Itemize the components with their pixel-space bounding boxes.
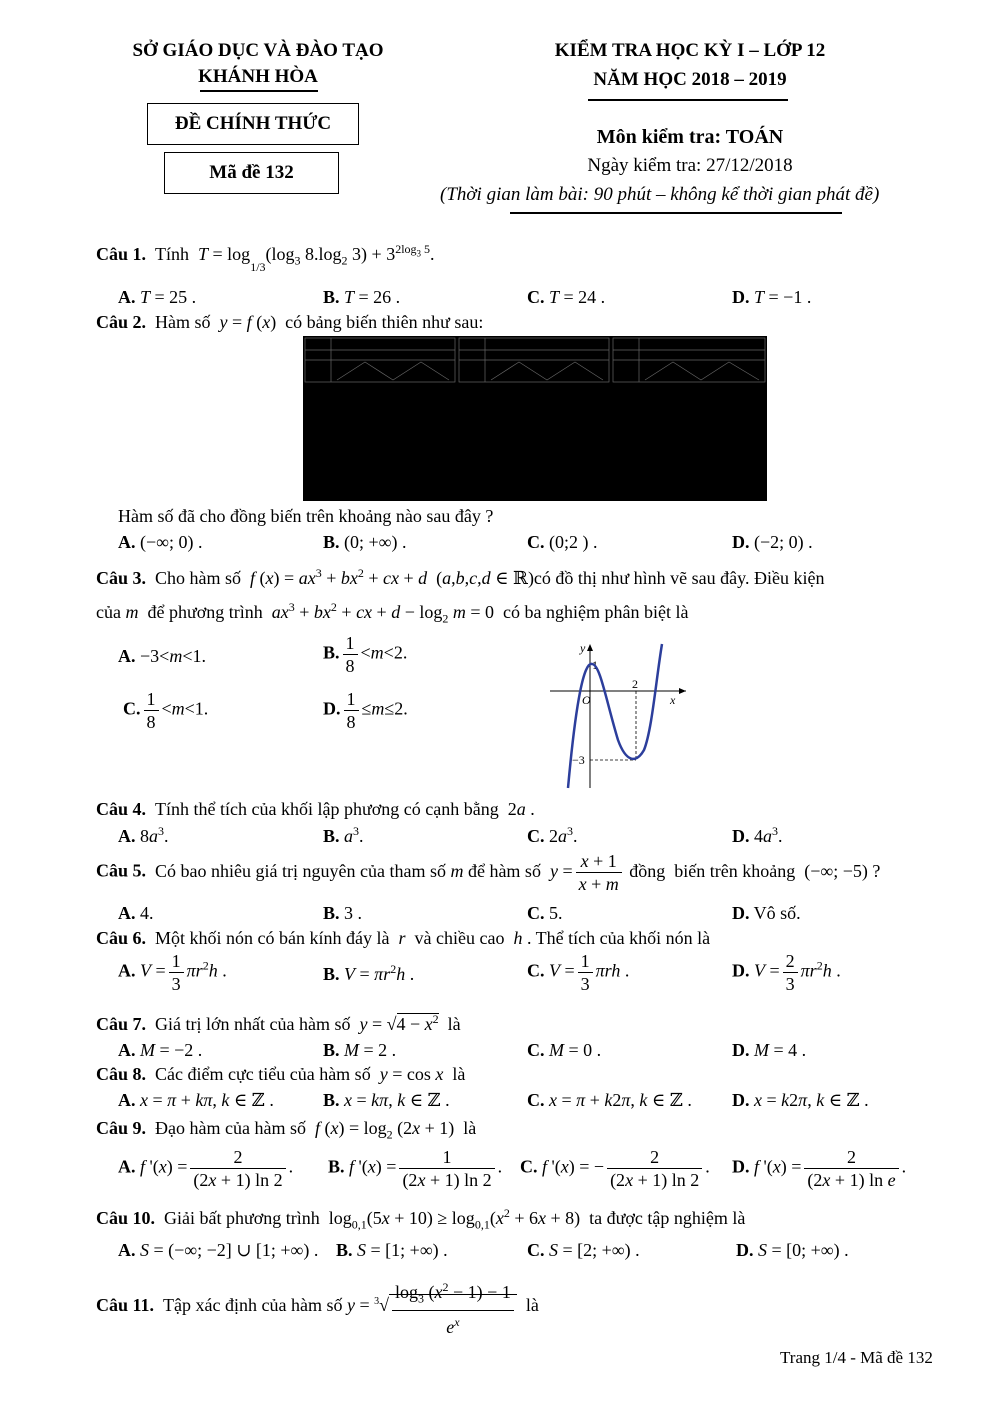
question-label: Câu 2. <box>96 312 147 332</box>
question-3 <box>96 566 824 589</box>
option-d[interactable]: D. (−2; 0) . <box>732 532 813 552</box>
question-label: Câu 11. <box>96 1294 155 1315</box>
option-b[interactable]: B. x = kπ, k ∈ ℤ . <box>323 1090 450 1110</box>
option-b[interactable]: B. S = [1; +∞) . <box>336 1240 448 1260</box>
question-label: Câu 9. <box>96 1118 147 1138</box>
question-1 <box>96 242 435 274</box>
question-text: Tập xác định của hàm số y = $^3$√ $\frac{\log_3 (x^2 - 1) - 1}{e^x}$ là <box>159 1295 539 1315</box>
option-a[interactable]: A. $8a^3$. <box>118 824 169 846</box>
option-a[interactable]: A. (−∞; 0) . <box>118 532 203 552</box>
option-d[interactable]: D. $4a^3$. <box>732 824 783 846</box>
page-footer: Trang 1/4 - Mã đề 132 <box>780 1348 933 1367</box>
option-c[interactable]: C. V = $\frac{1}{3}$ πrh . <box>527 951 630 994</box>
question-10 <box>96 1206 745 1233</box>
official-exam-badge: ĐỀ CHÍNH THỨC <box>147 103 359 145</box>
svg-text:x: x <box>670 693 676 707</box>
option-d[interactable]: D. V = $\frac{2}{3}$ $\pi r^2h$ . <box>732 951 841 994</box>
option-d[interactable]: D. $\frac{1}{8}$ ≤m≤2. <box>323 689 408 732</box>
exam-date: Ngày kiểm tra: 27/12/2018 <box>587 155 793 176</box>
arrow-icon <box>679 688 686 694</box>
question-2 <box>96 312 483 333</box>
svg-text:−3: −3 <box>572 753 585 767</box>
variation-table-graphic <box>303 336 767 501</box>
question-7 <box>96 1012 461 1035</box>
divider <box>588 99 788 101</box>
question-11 <box>96 1276 539 1338</box>
question-text: Tính $T = \log_{1/3}(\log_3$ $8.\log_2$ $3) + 3^{2log_3 5}$. <box>150 242 435 274</box>
option-a[interactable]: A. T = 25 . <box>118 287 197 307</box>
question-label: Câu 1. <box>96 244 147 264</box>
question-text: Có bao nhiêu giá trị nguyên của tham số m để hàm số y = $\frac{x + 1}{x + m}$ đồng biến trên khoảng (−∞; −5) ? <box>150 851 881 894</box>
option-b[interactable]: B. f '(x) = $\frac{1}{(2x + 1) \ln 2}$ . <box>328 1147 503 1190</box>
option-b[interactable]: B. M = 2 . <box>323 1040 397 1060</box>
arrow-icon <box>587 644 593 651</box>
option-d[interactable]: D. x = k2π, k ∈ ℤ . <box>732 1090 869 1110</box>
question-label: Câu 4. <box>96 799 147 819</box>
option-b[interactable]: B. $\frac{1}{8}$ <m<2. <box>323 633 408 676</box>
question-text: Giải bất phương trình $\log_{0,1}(5x + 10) \ge \log_{0,1}(x^2 + 6x + 8)$ ta được tập nghiệm là <box>159 1206 746 1232</box>
duration-note: (Thời gian làm bài: 90 phút – không kể thời gian phát đề) <box>440 184 880 205</box>
question-8 <box>96 1064 465 1085</box>
question-text: Cho hàm số f $(x) = ax^3 + bx^2$ + cx + d (a,b,c,d ∈ ℝ)có đồ thị như hình vẽ sau đây. Điều kiện <box>150 566 825 588</box>
question-label: Câu 8. <box>96 1064 147 1084</box>
option-a[interactable]: A. f '(x) = $\frac{2}{(2x + 1) \ln 2}$ . <box>118 1147 294 1190</box>
subject: Môn kiểm tra: TOÁN <box>596 126 784 148</box>
option-c[interactable]: C. f '(x) = − $\frac{2}{(2x + 1) \ln 2}$ . <box>520 1147 710 1190</box>
department-line-1: SỞ GIÁO DỤC VÀ ĐÀO TẠO <box>132 40 384 61</box>
option-a[interactable]: A. M = −2 . <box>118 1040 203 1060</box>
question-6 <box>96 928 710 949</box>
option-b[interactable]: B. T = 26 . <box>323 287 401 307</box>
svg-text:y: y <box>580 641 586 655</box>
question-text: Tính thể tích của khối lập phương có cạnh bằng 2a . <box>150 799 535 819</box>
option-d[interactable]: D. S = [0; +∞) . <box>736 1240 849 1260</box>
question-text: Giá trị lớn nhất của hàm số $y = √4 - x^2$ là <box>150 1012 461 1034</box>
option-d[interactable]: D. M = 4 . <box>732 1040 807 1060</box>
option-b[interactable]: B. $a^3$. <box>323 824 364 846</box>
question-text: Đạo hàm của hàm số f $(x) = \log_2 (2x + 1)$ là <box>150 1118 477 1142</box>
variation-table-image <box>303 336 767 501</box>
exam-code-badge: Mã đề 132 <box>164 152 339 194</box>
option-d[interactable]: D. Vô số. <box>732 903 801 923</box>
option-b[interactable]: B. $V = \pi r^2h$ . <box>323 962 415 984</box>
question-label: Câu 3. <box>96 568 147 588</box>
question-label: Câu 10. <box>96 1208 156 1228</box>
school-year: NĂM HỌC 2018 – 2019 <box>593 69 787 90</box>
option-c[interactable]: C. S = [2; +∞) . <box>527 1240 640 1260</box>
option-c[interactable]: C. T = 24 . <box>527 287 606 307</box>
department-line-2: KHÁNH HÒA <box>198 66 318 87</box>
question-label: Câu 7. <box>96 1014 147 1034</box>
option-d[interactable]: D. f '(x) = $\frac{2}{\text{(2x + 1) ln e}}$ . <box>732 1147 907 1190</box>
option-b[interactable]: B. (0; +∞) . <box>323 532 407 552</box>
option-b[interactable]: B. 3 . <box>323 903 363 923</box>
question-text: Các điểm cực tiểu của hàm số y = cos x là <box>150 1064 466 1084</box>
question-text: Hàm số y = f (x) có bảng biến thiên như sau: <box>150 312 484 332</box>
option-a[interactable]: A. S = (−∞; −2] ∪ [1; +∞) . <box>118 1240 319 1260</box>
option-a[interactable]: A. x = π + kπ, k ∈ ℤ . <box>118 1090 274 1110</box>
question-9 <box>96 1118 476 1143</box>
svg-text:2: 2 <box>632 677 638 691</box>
svg-text:O: O <box>582 693 591 707</box>
divider <box>510 212 842 214</box>
cubic-graph <box>548 640 688 790</box>
option-c[interactable]: C. (0;2 ) . <box>527 532 598 552</box>
divider <box>200 90 318 92</box>
option-c[interactable]: C. M = 0 . <box>527 1040 602 1060</box>
question-label: Câu 6. <box>96 928 147 948</box>
exam-title: KIỂM TRA HỌC KỲ I – LỚP 12 <box>554 40 826 61</box>
question-3-line-2: của m để phương trình $ax^3 + bx^2$ + cx + $d - \log_2 m = 0$ có ba nghiệm phân biệt là <box>96 600 689 626</box>
option-c[interactable]: C. $\frac{1}{8}$ <m<1. <box>123 689 209 732</box>
option-a[interactable]: A. V = $\frac{1}{3}$ $\pi r^2h$ . <box>118 951 227 994</box>
option-c[interactable]: C. 5. <box>527 903 563 923</box>
svg-text:1: 1 <box>592 658 598 672</box>
option-d[interactable]: D. T = −1 . <box>732 287 812 307</box>
question-4 <box>96 799 535 820</box>
option-a[interactable]: A. 4. <box>118 903 154 923</box>
option-a[interactable]: A. −3<m<1. <box>118 646 206 666</box>
question-2-follow: Hàm số đã cho đồng biến trên khoảng nào sau đây ? <box>118 506 494 526</box>
question-text: Một khối nón có bán kính đáy là r và chiều cao h . Thể tích của khối nón là <box>150 928 711 948</box>
option-c[interactable]: C. x = π + k2π, k ∈ ℤ . <box>527 1090 692 1110</box>
option-c[interactable]: C. $2a^3$. <box>527 824 578 846</box>
question-5 <box>96 850 880 895</box>
question-label: Câu 5. <box>96 860 147 881</box>
